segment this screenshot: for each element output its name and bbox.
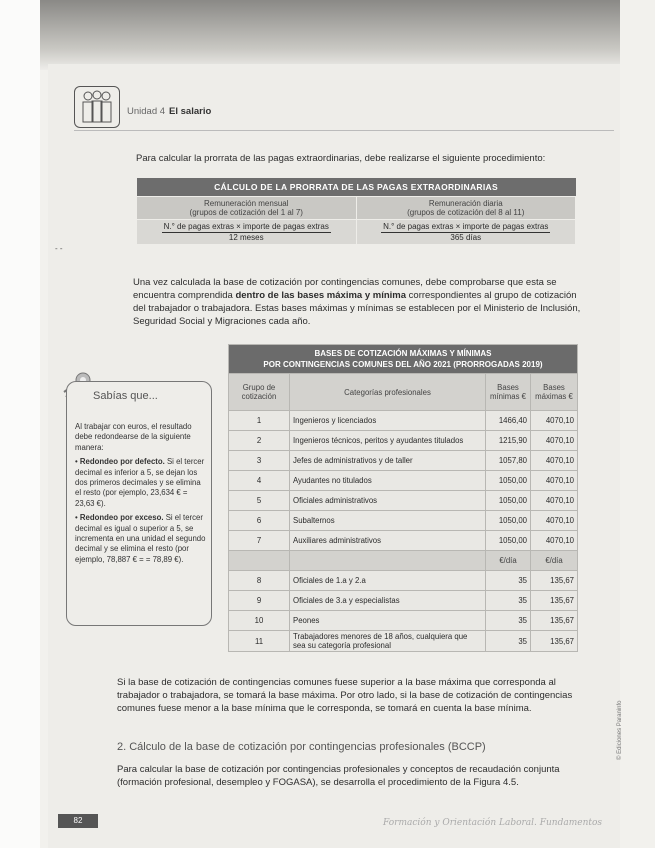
cell-grupo: 2 bbox=[229, 431, 290, 451]
cell-max: 4070,10 bbox=[531, 451, 578, 471]
cell-max: 135,67 bbox=[531, 571, 578, 591]
bullet2-title: Redondeo por exceso. bbox=[79, 513, 164, 523]
copyright-note: © Ediciones Paraninfo bbox=[617, 700, 623, 760]
cell-categoria: Ingenieros técnicos, peritos y ayudantes titulados bbox=[290, 431, 486, 451]
cell-min: 1050,00 bbox=[486, 531, 531, 551]
unit-row-blank-2 bbox=[290, 551, 486, 571]
paragraph-bccp: Para calcular la base de cotización por contingencias profesionales y conceptos de recaudación conjunta (formación profesional, desempleo y FOGASA), se desarrolla el procedimiento de la Figura 4.5. bbox=[117, 764, 560, 788]
f2-denominator: 365 días bbox=[450, 233, 482, 242]
cell-max: 135,67 bbox=[531, 591, 578, 611]
sabias-bullet-2: • Redondeo por exceso. Si el tercer decimal es igual o superior a 5, se incrementa en una unidad el segundo decimal y se elimina el resto (por ejemplo, 78,887 € = = 78,89 €). bbox=[75, 513, 206, 564]
header-categorias: Categorías profesionales bbox=[290, 374, 486, 411]
unit-max: €/día bbox=[531, 551, 578, 571]
cell-min: 35 bbox=[486, 591, 531, 611]
cell-grupo: 10 bbox=[229, 611, 290, 631]
unit-title: El salario bbox=[169, 106, 212, 117]
sabias-title: Sabías que... bbox=[93, 390, 158, 402]
f2-numerator: N.° de pagas extras × importe de pagas extras bbox=[383, 222, 549, 231]
page-number: 82 bbox=[58, 814, 98, 828]
cell-min: 35 bbox=[486, 611, 531, 631]
formula-daily bbox=[356, 220, 576, 245]
table-row bbox=[229, 411, 578, 431]
cell-categoria: Ayudantes no titulados bbox=[290, 471, 486, 491]
prorrata-title: CÁLCULO DE LA PRORRATA DE LAS PAGAS EXTRAORDINARIAS bbox=[137, 178, 576, 197]
unit-min: €/día bbox=[486, 551, 531, 571]
cell-min: 35 bbox=[486, 571, 531, 591]
table-row bbox=[229, 611, 578, 631]
scan-shadow bbox=[40, 0, 620, 70]
sabias-bullet-1: • Redondeo por defecto. Si el tercer decimal es inferior a 5, se dejan los dos primeros decimales y se elimina el resto (por ejemplo, 23,634 € = 23,63 €). bbox=[75, 457, 205, 508]
cell-max: 4070,10 bbox=[531, 531, 578, 551]
bullet1-text: Si el tercer decimal es inferior a 5, se dejan los dos primeros decimales y se elimina el resto (por ejemplo, 23,634 € = 23,63 €). bbox=[75, 457, 205, 508]
cell-categoria: Oficiales de 1.a y 2.a bbox=[290, 571, 486, 591]
f1-numerator: N.° de pagas extras × importe de pagas extras bbox=[163, 222, 329, 231]
bases-title bbox=[229, 345, 578, 374]
bullet1-title: Redondeo por defecto. bbox=[79, 457, 165, 467]
cell-grupo: 5 bbox=[229, 491, 290, 511]
cell-min: 1050,00 bbox=[486, 511, 531, 531]
prorrata-table bbox=[136, 178, 576, 245]
table-row bbox=[229, 631, 578, 652]
intro-text: Para calcular la prorrata de las pagas extraordinarias, debe realizarse el siguiente procedimiento: bbox=[136, 153, 546, 164]
cell-min: 1050,00 bbox=[486, 471, 531, 491]
cell-max: 4070,10 bbox=[531, 471, 578, 491]
cell-categoria: Oficiales administrativos bbox=[290, 491, 486, 511]
cell-min: 1050,00 bbox=[486, 491, 531, 511]
cell-categoria: Auxiliares administrativos bbox=[290, 531, 486, 551]
unit-row-blank bbox=[229, 551, 290, 571]
cell-categoria: Trabajadores menores de 18 años, cualquiera que sea su categoría profesional bbox=[290, 631, 486, 652]
table-row bbox=[229, 511, 578, 531]
col1-line1: Remuneración mensual bbox=[204, 199, 289, 208]
cell-categoria: Subalternos bbox=[290, 511, 486, 531]
table-row bbox=[229, 591, 578, 611]
paragraph-bases bbox=[133, 276, 588, 328]
cell-grupo: 7 bbox=[229, 531, 290, 551]
unit-label: Unidad 4 bbox=[127, 106, 166, 117]
margin-mark: - - bbox=[55, 244, 63, 253]
cell-grupo: 1 bbox=[229, 411, 290, 431]
col2-line2: (grupos de cotización del 8 al 11) bbox=[407, 208, 525, 217]
cell-grupo: 8 bbox=[229, 571, 290, 591]
cell-categoria: Ingenieros y licenciados bbox=[290, 411, 486, 431]
section-title: 2. Cálculo de la base de cotización por contingencias profesionales (BCCP) bbox=[117, 741, 486, 753]
bases-title-2: POR CONTINGENCIAS COMUNES DEL AÑO 2021 (PRORROGADAS 2019) bbox=[263, 360, 543, 369]
unit-logo-icon bbox=[74, 86, 120, 128]
cell-min: 1057,80 bbox=[486, 451, 531, 471]
cell-grupo: 6 bbox=[229, 511, 290, 531]
sabias-que-box bbox=[66, 381, 212, 626]
cell-categoria: Jefes de administrativos y de taller bbox=[290, 451, 486, 471]
cell-max: 4070,10 bbox=[531, 411, 578, 431]
sabias-body bbox=[75, 422, 207, 565]
table-row bbox=[229, 451, 578, 471]
cell-categoria: Peones bbox=[290, 611, 486, 631]
cell-max: 4070,10 bbox=[531, 511, 578, 531]
cell-max: 4070,10 bbox=[531, 491, 578, 511]
table-row bbox=[229, 431, 578, 451]
table-row bbox=[229, 571, 578, 591]
bases-table bbox=[228, 344, 578, 652]
para2-end: correspondientes al grupo de cotización del trabajador o trabajadora. Estas bases máximas y mínimas se establecen por el Ministerio de Inclusión, Seguridad Social y Migraciones cada año. bbox=[133, 290, 581, 327]
cell-categoria: Oficiales de 3.a y especialistas bbox=[290, 591, 486, 611]
cell-max: 4070,10 bbox=[531, 431, 578, 451]
cell-min: 1215,90 bbox=[486, 431, 531, 451]
header-divider bbox=[74, 130, 614, 131]
footer-text: Formación y Orientación Laboral. Fundamentos bbox=[383, 818, 603, 828]
cell-min: 1466,40 bbox=[486, 411, 531, 431]
cell-grupo: 11 bbox=[229, 631, 290, 652]
table-row bbox=[229, 471, 578, 491]
f1-denominator: 12 meses bbox=[228, 233, 264, 242]
paragraph-compare: Si la base de cotización de contingencias comunes fuese superior a la base máxima que corresponda al trabajador o trabajadora, se tomará la base máxima. Por otro lado, si la base de cotización de contingencias comunes fuese menor a la base mínima que le corresponda, se tomará en cuenta la base mínima. bbox=[117, 677, 573, 714]
bases-title-1: BASES DE COTIZACIÓN MÁXIMAS Y MÍNIMAS bbox=[314, 349, 492, 358]
header-min: Bases mínimas € bbox=[486, 374, 531, 411]
formula-monthly bbox=[137, 220, 357, 245]
header-max: Bases máximas € bbox=[531, 374, 578, 411]
cell-grupo: 4 bbox=[229, 471, 290, 491]
cell-grupo: 9 bbox=[229, 591, 290, 611]
page-margin bbox=[0, 0, 40, 848]
para2-start: Una vez calculada la base de cotización por contingencias comunes, debe comprobarse que esta se encuentra comprendida bbox=[133, 277, 557, 301]
unit-header bbox=[127, 106, 211, 117]
table-row bbox=[229, 491, 578, 511]
header-grupo: Grupo de cotización bbox=[229, 374, 290, 411]
col2-line1: Remuneración diaria bbox=[428, 199, 503, 208]
para2-bold: dentro de las bases máxima y mínima bbox=[235, 290, 407, 301]
table-row bbox=[229, 531, 578, 551]
prorrata-col1-header bbox=[137, 197, 357, 220]
cell-max: 135,67 bbox=[531, 631, 578, 652]
prorrata-col2-header bbox=[356, 197, 576, 220]
cell-max: 135,67 bbox=[531, 611, 578, 631]
sabias-intro: Al trabajar con euros, el resultado debe redondearse de la siguiente manera: bbox=[75, 422, 192, 452]
cell-grupo: 3 bbox=[229, 451, 290, 471]
bullet2-text: Si el tercer decimal es igual o superior a 5, se incrementa en una unidad el segundo decimal y se elimina el resto (por ejemplo, 78,887 € = = 78,89 €). bbox=[75, 513, 206, 564]
cell-min: 35 bbox=[486, 631, 531, 652]
col1-line2: (grupos de cotización del 1 al 7) bbox=[189, 208, 303, 217]
